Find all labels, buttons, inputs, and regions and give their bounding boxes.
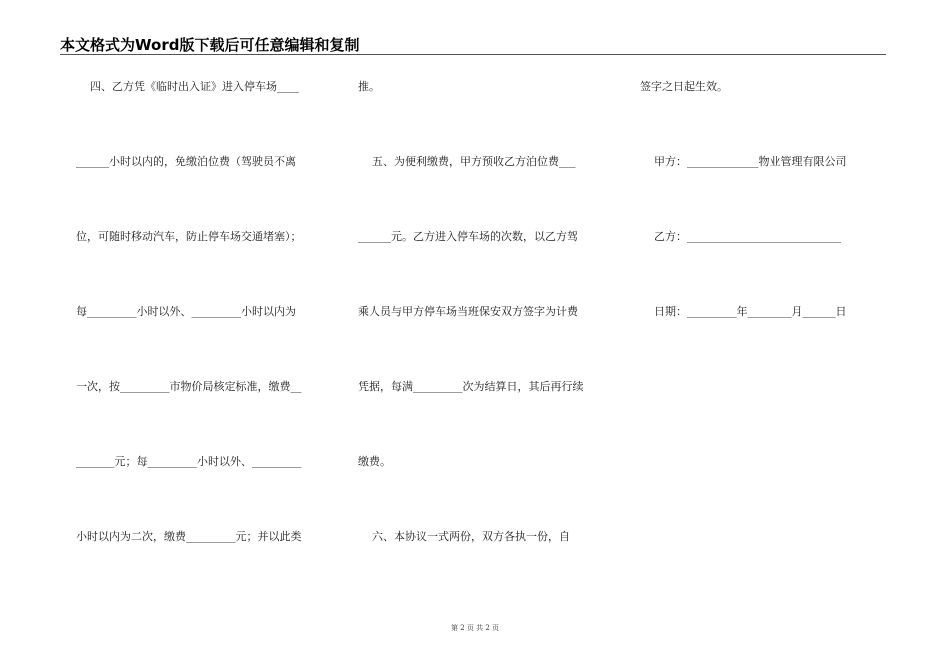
body-line: 位，可随时移动汽车，防止停车场交通堵塞）； bbox=[76, 230, 302, 243]
signature-party-a: 甲方：_____________物业管理有限公司 bbox=[640, 155, 847, 168]
body-line: 每_________小时以外、_________小时以内为 bbox=[76, 305, 296, 318]
header-title: 本文格式为Word版下载后可任意编辑和复制 bbox=[60, 36, 360, 54]
body-line: 一次，按_________市物价局核定标准，缴费__ bbox=[76, 380, 302, 393]
body-line: ______元。乙方进入停车场的次数，以乙方驾 bbox=[358, 230, 578, 243]
body-line: 缴费。 bbox=[358, 455, 391, 468]
document-header bbox=[60, 32, 886, 55]
signature-date: 日期：_________年________月______日 bbox=[640, 305, 847, 318]
body-line: 五、为便利缴费，甲方预收乙方泊位费___ bbox=[358, 155, 576, 168]
body-line: 小时以内为二次，缴费_________元；并以此类 bbox=[76, 530, 302, 543]
body-line: ______小时以内的，免缴泊位费（驾驶员不离 bbox=[76, 155, 296, 168]
signature-party-b: 乙方：____________________________ bbox=[640, 230, 841, 243]
body-line: 推。 bbox=[358, 80, 380, 93]
body-line: 六、本协议一式两份，双方各执一份，自 bbox=[358, 530, 570, 543]
body-line: 签字之日起生效。 bbox=[640, 80, 728, 93]
page-number: 第 2 页 共 2 页 bbox=[450, 624, 500, 632]
body-line: 乘人员与甲方停车场当班保安双方签字为计费 bbox=[358, 305, 578, 318]
body-line: _______元；每_________小时以外、_________ bbox=[76, 455, 302, 468]
body-line: 凭据，每满_________次为结算日，其后再行续 bbox=[358, 380, 584, 393]
body-line: 四、乙方凭《临时出入证》进入停车场____ bbox=[76, 80, 299, 93]
